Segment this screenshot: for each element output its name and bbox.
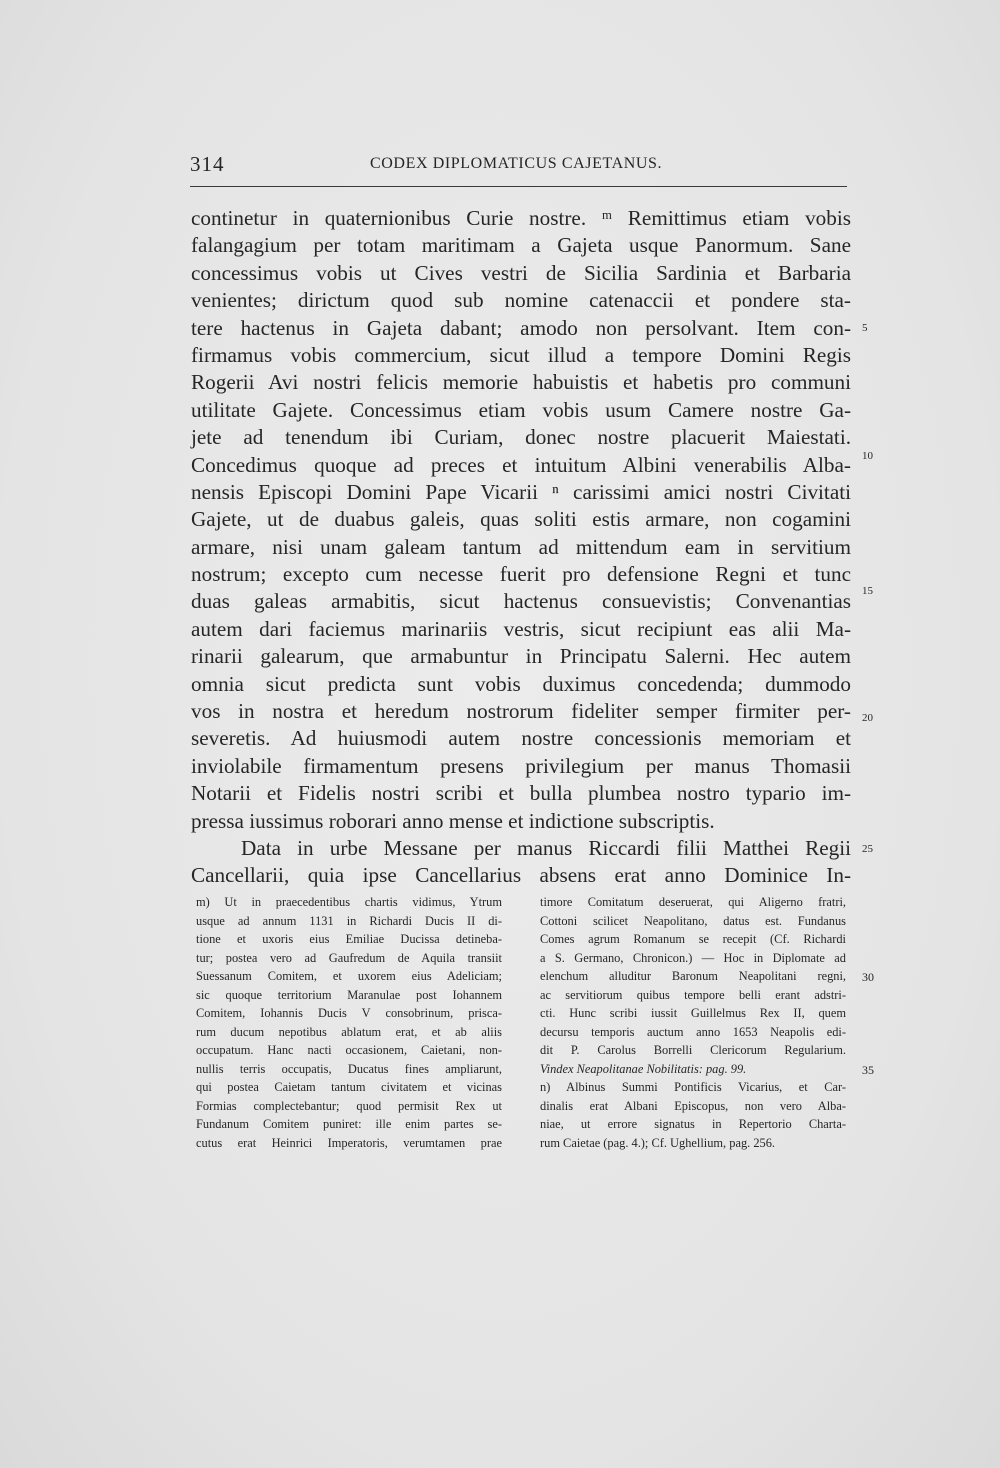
footnote-line: decursu temporis auctum anno 1653 Neapolis edi- — [540, 1024, 846, 1039]
text-line: concessimus vobis ut Cives vestri de Sicilia Sardinia et Barbaria — [191, 260, 851, 285]
text-line: continetur in quaternionibus Curie nostre. ᵐ Remittimus etiam vobis — [191, 206, 851, 230]
footnote-line: rum Caietae (pag. 4.); Cf. Ughellium, pag. 256. — [540, 1135, 776, 1150]
footnote-line-number: 35 — [862, 1063, 874, 1077]
text-line: rinarii galearum, que armabuntur in Principatu Salerni. Hec autem — [191, 644, 851, 669]
text-line: nostrum; excepto cum necesse fuerit pro defensione Regni et tunc — [191, 562, 851, 587]
footnote-line: a S. Germano, Chronicon.) — Hoc in Diplomate ad — [540, 950, 846, 965]
line-number: 25 — [862, 843, 873, 855]
text-line: omnia sicut predicta sunt vobis duximus concedenda; dummodo — [191, 671, 851, 696]
text-line: inviolabile firmamentum presens privilegium per manus Thomasii — [191, 753, 851, 778]
footnote-line: qui postea Caietam tantum civitatem et vicinas — [196, 1080, 502, 1094]
footnote-line: timore Comitatum deseruerat, qui Aligerno fratri, — [540, 895, 846, 909]
text-line: utilitate Gajete. Concessimus etiam vobis usum Camere nostre Ga- — [191, 397, 851, 422]
footnote-line: niae, ut errore signatus in Repertorio Charta- — [540, 1117, 846, 1131]
footnote-column-right — [540, 893, 846, 1152]
footnote-line: cti. Hunc scribi iussit Guillelmus Rex II, quem — [540, 1006, 846, 1020]
footnote-line: dinalis erat Albani Episcopus, non vero Alba- — [540, 1098, 846, 1113]
text-line: pressa iussimus roborari anno mense et indictione subscriptis. — [191, 808, 715, 833]
text-line: venientes; dirictum quod sub nomine catenaccii et pondere sta- — [191, 288, 851, 313]
footnote-line: elenchum alluditur Baronum Neapolitani regni, — [540, 969, 846, 983]
footnote-line: occupatum. Hanc nacti occasionem, Caietani, non- — [196, 1043, 502, 1057]
text-line: Concedimus quoque ad preces et intuitum Albini venerabilis Alba- — [191, 452, 851, 477]
running-title: CODEX DIPLOMATICUS CAJETANUS. — [370, 155, 663, 172]
footnote-line: dit P. Carolus Borrelli Clericorum Regularium. — [540, 1043, 846, 1057]
text-line: jete ad tenendum ibi Curiam, donec nostre placuerit Maiestati. — [191, 425, 851, 450]
footnote-line: m) Ut in praecedentibus chartis vidimus, Ytrum — [196, 895, 502, 909]
text-line: severetis. Ad huiusmodi autem nostre concessionis memoriam et — [191, 726, 851, 751]
line-number: 15 — [862, 585, 873, 597]
footnote-line: sic quoque territorium Maranulae post Iohannem — [196, 987, 502, 1002]
main-text — [191, 205, 851, 890]
footnote-line: tur; postea vero ad Gaufredum de Aquila transiit — [196, 950, 502, 965]
footnote-line: Vindex Neapolitanae Nobilitatis: pag. 99. — [540, 1061, 747, 1076]
footnote-line: n) Albinus Summi Pontificis Vicarius, et Car- — [540, 1080, 846, 1094]
footnote-line: cutus erat Heinrici Imperatoris, verumtamen prae — [196, 1135, 502, 1150]
footnote-line: Suessanum Comitem, et uxorem eius Adeliciam; — [196, 969, 502, 983]
footnote-line: Fundanum Comitem puniret: ille enim partes se- — [196, 1117, 502, 1131]
footnote-line: ac servitiorum quibus tempore belli erant adstri- — [540, 987, 846, 1002]
text-line: vos in nostra et heredum nostrorum fideliter semper firmiter per- — [191, 699, 851, 724]
line-number: 10 — [862, 450, 873, 462]
text-line: Gajete, ut de duabus galeis, quas soliti estis armare, non cogamini — [191, 507, 851, 532]
text-line: nensis Episcopi Domini Pape Vicarii ⁿ carissimi amici nostri Civitati — [191, 479, 851, 504]
text-line: Cancellarii, quia ipse Cancellarius absens erat anno Dominice In- — [191, 863, 851, 888]
text-line: Notarii et Fidelis nostri scribi et bulla plumbea nostro typario im- — [191, 781, 851, 806]
text-line: firmamus vobis commercium, sicut illud a tempore Domini Regis — [191, 342, 851, 367]
header-rule — [190, 186, 847, 187]
footnote-line: usque ad annum 1131 in Richardi Ducis II di- — [196, 913, 502, 928]
text-line: Rogerii Avi nostri felicis memorie habuistis et habetis pro communi — [191, 370, 851, 395]
footnote-line: Formias complectebantur; quod permisit Rex ut — [196, 1098, 502, 1113]
footnote-column-left — [196, 893, 502, 1152]
text-line: Data in urbe Messane per manus Riccardi filii Matthei Regii — [241, 835, 851, 860]
footnote-line: Cottoni scilicet Neapolitano, datus est. Fundanus — [540, 913, 846, 928]
footnote-line: nullis terris occupatis, Ducatus fines ampliarunt, — [196, 1061, 502, 1076]
page-number: 314 — [190, 152, 225, 176]
footnote-line: rum ducum nepotibus ablatum erat, et ab aliis — [196, 1024, 502, 1039]
footnote-line: Comitem, Iohannis Ducis V consobrinum, prisca- — [196, 1006, 502, 1020]
text-line: tere hactenus in Gajeta dabant; amodo non persolvant. Item con- — [191, 315, 851, 340]
text-line: armare, nisi unam galeam tantum ad mittendum eam in servitium — [191, 534, 851, 559]
text-line: falangagium per totam maritimam a Gajeta usque Panormum. Sane — [191, 233, 851, 258]
text-line: autem dari faciemus marinariis vestris, sicut recipiunt eas alii Ma- — [191, 616, 851, 641]
footnote-line: tione et uxoris eius Emiliae Ducissa detineba- — [196, 932, 502, 946]
line-number: 5 — [862, 322, 868, 334]
page-header — [190, 152, 850, 176]
line-number: 20 — [862, 712, 873, 724]
footnote-line-number: 30 — [862, 970, 874, 984]
footnote-line: Comes agrum Romanum se recepit (Cf. Richardi — [540, 932, 846, 946]
text-line: duas galeas armabitis, sicut hactenus consuevistis; Convenantias — [191, 589, 851, 614]
